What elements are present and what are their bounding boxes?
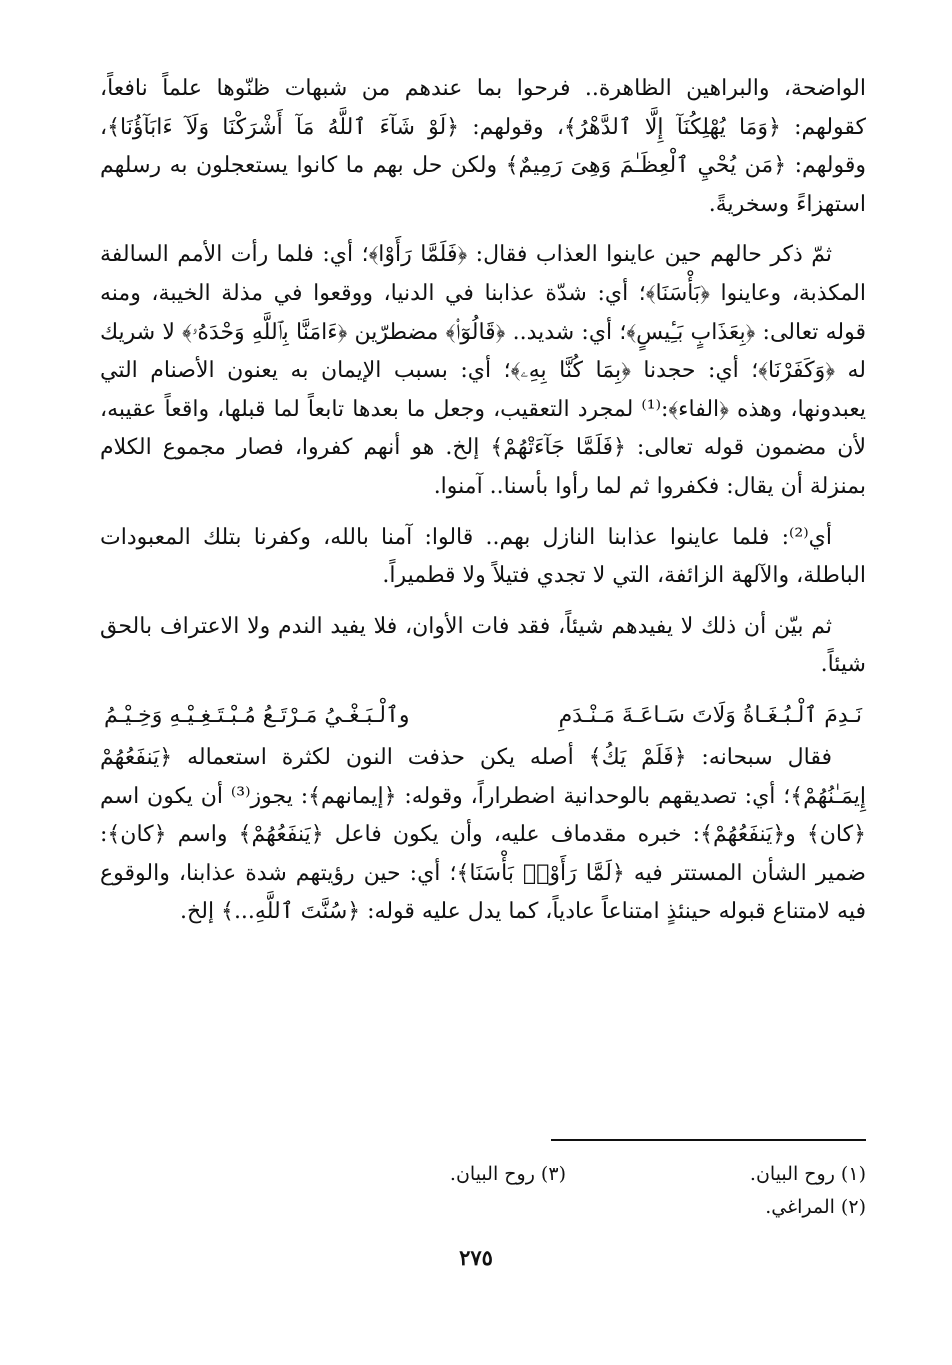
main-text-body xyxy=(100,70,866,944)
footnote-3: (٣) روح البيان. xyxy=(449,1163,566,1185)
footnotes xyxy=(100,1158,866,1224)
footnote-row-2 xyxy=(100,1191,866,1224)
paragraph-1: الواضحة، والبراهين الظاهرة.. فرحوا بما عندهم من شبهات ظنّوها علماً نافعاً، كقولهم: ﴿وَمَا يُهْلِكُنَآ إِلَّا ٱلدَّهْرُ﴾، وقولهم: ﴿لَوْ شَآءَ ٱللَّهُ مَآ أَشْرَكْنَا وَلَآ ءَابَآؤُنَا﴾، وقولهم: ﴿مَن يُحْيِ ٱلْعِظَـٰمَ وَهِىَ رَمِيمٌ﴾ ولكن حل بهم ما كانوا يستعجلون به رسلهم استهزاءً وسخريةً. xyxy=(100,76,866,217)
poetry-verse xyxy=(100,697,866,735)
paragraph-2: ثمّ ذكر حالهم حين عاينوا العذاب فقال: ﴿فَلَمَّا رَأَوْا﴾؛ أي: فلما رأت الأمم السالفة المكذبة، وعاينوا ﴿بَأْسَنَا﴾؛ أي: شدّة عذابنا في الدنيا، ووقعوا في مذلة الخيبة، ومنه قوله تعالى: ﴿بِعَذَابٍ بَـِٔيسٍ﴾؛ أي: شديد.. ﴿قَالُوٓا۟﴾ مضطرّين ﴿ءَامَنَّا بِٱللَّهِ وَحْدَهُۥ﴾ لا شريك له ﴿وَكَفَرْنَا﴾؛ أي: حجدنا ﴿بِمَا كُنَّا بِهِۦ﴾؛ أي: بسبب الإيمان به يعنون الأصنام التي يعبدونها، وهذه ﴿الفاء﴾:⁽¹⁾ لمجرد التعقيب، وجعل ما بعدها تابعاً لما قبلها، واقعاً عقيبه، لأن مضمون قوله تعالى: ﴿فَلَمَّا جَآءَتْهُمْ﴾ إلخ. هو أنهم كفروا، فصار مجموع الكلام بمنزلة أن يقال: فكفروا ثم لما رأوا بأسنا.. آمنوا. xyxy=(100,242,867,499)
footnote-1: (١) روح البيان. xyxy=(749,1163,866,1185)
verse-first-hemistich: نَـدِمَ ٱلْـبُـغَـاةُ وَلَاتَ سَـاعَـةَ مَـنْـدَمِ xyxy=(558,702,862,728)
footnote-separator xyxy=(551,1139,866,1141)
paragraph-4: ثم بيّن أن ذلك لا يفيدهم شيئاً، فقد فات الأوان، فلا يفيد الندم ولا الاعتراف بالحق شيئاً. xyxy=(100,613,866,678)
page-number: ٢٧٥ xyxy=(459,1245,493,1270)
footnote-2: (٢) المراغي. xyxy=(765,1196,866,1218)
paragraph-3: أي⁽²⁾: فلما عاينوا عذابنا النازل بهم.. قالوا: آمنا بالله، وكفرنا بتلك المعبودات الباطلة، والآلهة الزائفة، التي لا تجدي فتيلاً ولا قطميراً. xyxy=(100,524,866,589)
verse-second-hemistich: وٱلْـبَـغْـيُ مَـرْتَـعُ مُـبْـتَـغِـيْـهِ وَخِـيْـمُ xyxy=(104,702,410,728)
footnote-row-1 xyxy=(100,1158,866,1191)
paragraph-5: فقال سبحانه: ﴿فَلَمْ يَكُ﴾ أصله يكن حذفت النون لكثرة استعماله ﴿يَنفَعُهُمْ إِيمَـٰنُهُمْ﴾؛ أي: تصديقهم بالوحدانية اضطراراً، وقوله: ﴿إيمانهم﴾: يجوز⁽³⁾ أن يكون اسم ﴿كان﴾ و﴿يَنفَعُهُمْ﴾: خبره مقدماف عليه، وأن يكون فاعل ﴿يَنفَعُهُمْ﴾ واسم ﴿كان﴾: ضمير الشأن المستتر فيه ﴿لَمَّا رَأَوْا۟ بَأْسَنَا﴾؛ أي: حين رؤيتهم شدة عذابنا، والوقوع فيه لامتناع قبوله حينئذٍ امتناعاً عادياً، كما يدل عليه قوله: ﴿سُنَّتَ ٱللَّهِ...﴾ إلخ. xyxy=(100,744,866,925)
